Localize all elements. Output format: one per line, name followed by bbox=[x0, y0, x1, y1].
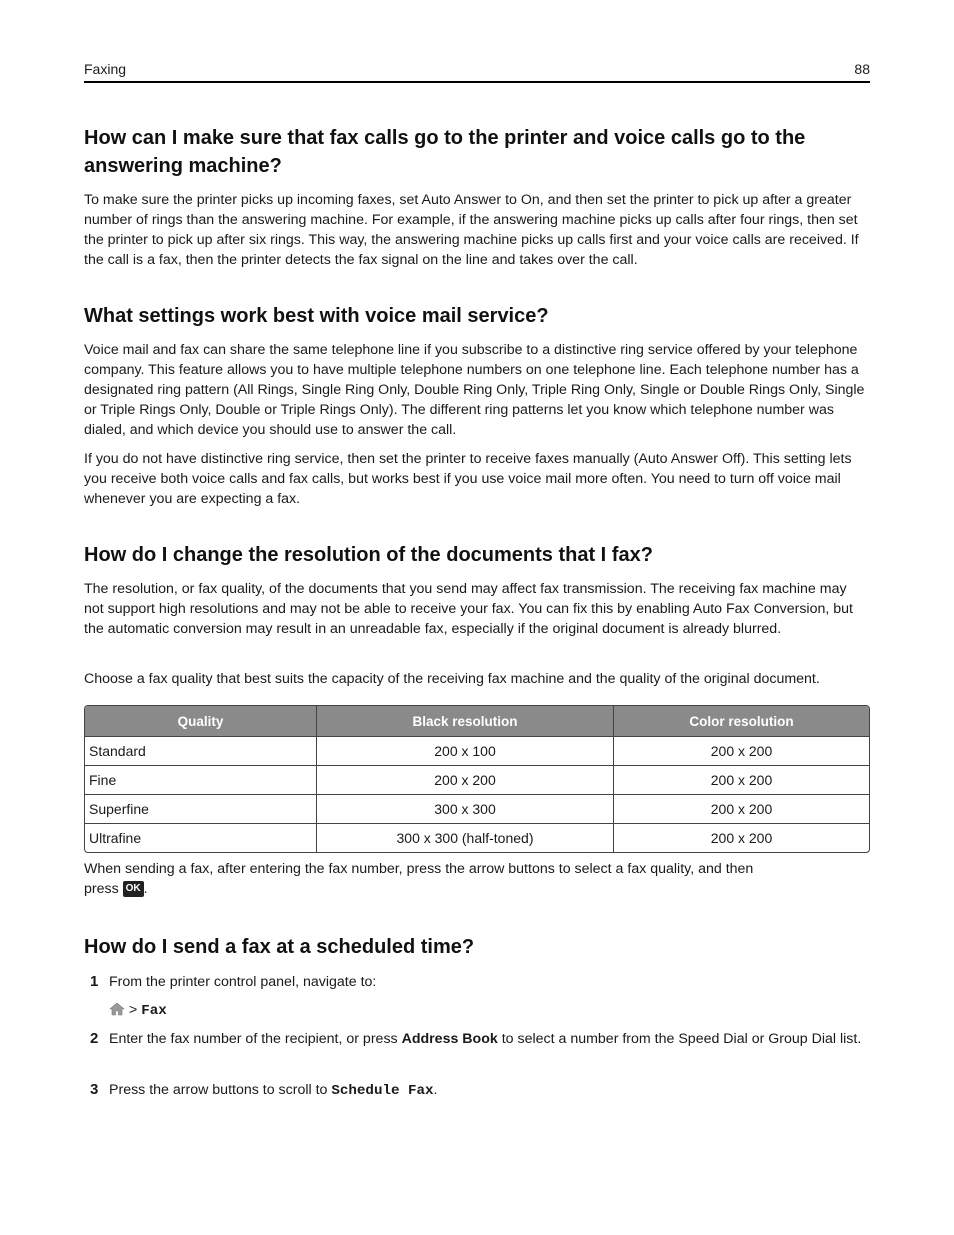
heading-scheduled-fax: How do I send a fax at a scheduled time? bbox=[84, 936, 475, 958]
table-cell: 200 x 100 bbox=[317, 736, 614, 765]
paragraph: Choose a fax quality that best suits the capacity of the receiving fax machine and the quality of the original document. bbox=[84, 671, 820, 687]
step-text: From the printer control panel, navigate to: bbox=[109, 974, 377, 990]
nav-path bbox=[109, 1000, 870, 1021]
header-page-number: 88 bbox=[854, 61, 870, 77]
text: . bbox=[433, 1082, 438, 1098]
table-row bbox=[85, 823, 869, 852]
heading-resolution: How do I change the resolution of the documents that I fax? bbox=[84, 544, 653, 566]
table-cell: Standard bbox=[85, 736, 317, 765]
text: Press the arrow buttons to scroll to bbox=[109, 1082, 332, 1098]
table-row bbox=[85, 765, 869, 794]
table-cell: 200 x 200 bbox=[614, 794, 869, 823]
step-number: 2 bbox=[90, 1030, 99, 1047]
table-cell: Ultrafine bbox=[85, 823, 317, 852]
paragraph: The resolution, or fax quality, of the documents that you send may affect fax transmission. The receiving fax machine may not support high resolutions and may not be able to receive your fax. You can fix this by enabling Auto Fax Conversion, but the automatic conversion may result in an unreadable fax, especially if the original document is already blurred. bbox=[84, 581, 853, 637]
table-cell: 200 x 200 bbox=[614, 736, 869, 765]
step-number: 3 bbox=[90, 1081, 99, 1098]
page-header bbox=[84, 61, 870, 83]
table-cell: 200 x 200 bbox=[317, 765, 614, 794]
paragraph-after-table bbox=[84, 859, 870, 899]
nav-separator: > bbox=[128, 1002, 138, 1018]
column-header: Color resolution bbox=[614, 706, 869, 736]
paragraph: If you do not have distinctive ring service, then set the printer to receive faxes manually (Auto Answer Off). This setting lets you receive both voice calls and fax calls, but works best if you use voice mail more often. You need to turn off voice mail whenever you are expecting a fax. bbox=[84, 451, 852, 507]
ui-label-schedule-fax: Schedule Fax bbox=[331, 1083, 434, 1099]
table-cell: 300 x 300 (half-toned) bbox=[317, 823, 614, 852]
table-header-row bbox=[85, 706, 869, 736]
text: Enter the fax number of the recipient, or press bbox=[109, 1031, 402, 1047]
table-row bbox=[85, 794, 869, 823]
nav-item-fax: Fax bbox=[141, 1003, 167, 1019]
column-header: Black resolution bbox=[317, 706, 614, 736]
text: press bbox=[84, 881, 119, 897]
table-cell: 200 x 200 bbox=[614, 765, 869, 794]
heading-voice-mail: What settings work best with voice mail service? bbox=[84, 305, 549, 327]
heading-fax-vs-voice: How can I make sure that fax calls go to the printer and voice calls go to the answering machine? bbox=[84, 127, 806, 177]
table-cell: Fine bbox=[85, 765, 317, 794]
ok-button-icon: OK bbox=[123, 881, 144, 897]
text: to select a number from the Speed Dial or Group Dial list. bbox=[497, 1031, 862, 1047]
home-icon bbox=[109, 1002, 125, 1016]
table-row bbox=[85, 736, 869, 765]
resolution-table bbox=[84, 705, 870, 853]
column-header: Quality bbox=[85, 706, 317, 736]
header-section: Faxing bbox=[84, 61, 127, 77]
paragraph: Voice mail and fax can share the same telephone line if you subscribe to a distinctive ring service offered by your telephone company. This feature allows you to have multiple telephone numbers on one telephone line. Each telephone number has a designated ring pattern (All Rings, Single Ring Only, Double Ring Only, Triple Ring Only, Single or Double Rings Only, Single or Triple Rings Only, Double or Triple Rings Only). The different ring patterns let you know which telephone number was dialed, and which device you should use to answer the call. bbox=[84, 342, 865, 438]
step-text bbox=[109, 1029, 870, 1049]
table-cell: 200 x 200 bbox=[614, 823, 869, 852]
ui-label-address-book: Address Book bbox=[401, 1031, 498, 1047]
text: When sending a fax, after entering the fax number, press the arrow buttons to select a fax quality, and then bbox=[84, 861, 754, 877]
table-cell: 300 x 300 bbox=[317, 794, 614, 823]
step-text bbox=[109, 1080, 870, 1101]
paragraph: To make sure the printer picks up incoming faxes, set Auto Answer to On, and then set the printer to pick up after a greater number of rings than the answering machine. For example, if the answering machine picks up calls after four rings, then set the printer to pick up after six rings. This way, the answering machine picks up calls first and your voice calls are received. If the call is a fax, then the printer detects the fax signal on the line and takes over the call. bbox=[84, 192, 859, 268]
text: . bbox=[143, 881, 148, 897]
step-number: 1 bbox=[90, 973, 99, 990]
table-cell: Superfine bbox=[85, 794, 317, 823]
